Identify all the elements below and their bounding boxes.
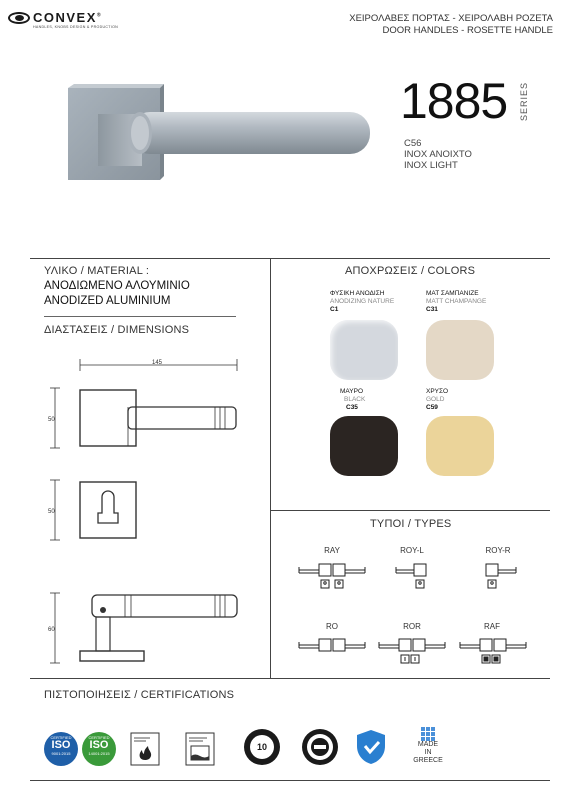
divider-vertical bbox=[270, 258, 271, 678]
iso-14001-top: CERTIFIED bbox=[88, 735, 110, 740]
color-name-en: GOLD bbox=[426, 396, 445, 403]
color-swatch bbox=[426, 320, 494, 380]
material-label: ΥΛΙΚΟ / MATERIAL : bbox=[44, 265, 150, 277]
color-item-c1 bbox=[330, 290, 398, 380]
divider-top bbox=[30, 258, 550, 259]
iso-9001-num: 9001:2015 bbox=[51, 751, 71, 756]
color-swatch bbox=[330, 416, 398, 476]
color-swatch bbox=[426, 416, 494, 476]
divider-bottom bbox=[30, 678, 550, 679]
dim-width: 145 bbox=[152, 360, 163, 366]
series-word: SERIES bbox=[519, 82, 529, 122]
brand-tagline: HANDLES, KNOBS DESIGN & PRODUCTION bbox=[33, 25, 119, 29]
color-name-gr: ΦΥΣΙΚΗ ΑΝΟΔΙΣΗ bbox=[330, 290, 385, 297]
type-label-ray: RAY bbox=[324, 546, 340, 555]
color-name-en: MATT CHAMPANGE bbox=[426, 298, 487, 305]
svg-text:10: 10 bbox=[256, 742, 268, 752]
color-item-c35 bbox=[330, 388, 398, 476]
color-swatch bbox=[330, 320, 398, 380]
iso-9001-top: CERTIFIED bbox=[50, 735, 72, 740]
type-roy-r-icon bbox=[480, 560, 524, 596]
divider-colors-types bbox=[271, 510, 550, 511]
type-label-raf: RAF bbox=[484, 622, 500, 631]
brand-logo bbox=[8, 8, 138, 32]
type-ray-icon bbox=[295, 560, 375, 596]
material-value-gr: ΑΝΟΔΙΩΜΕΝΟ ΑΛΟΥΜΙΝΙΟ bbox=[44, 280, 190, 292]
type-label-roy-l: ROY-L bbox=[400, 546, 424, 555]
divider-footer bbox=[30, 780, 550, 781]
divider-material bbox=[44, 316, 236, 317]
color-code: C35 bbox=[346, 404, 358, 411]
brand-mark-icon bbox=[8, 12, 30, 24]
dim-height-front: 50 bbox=[48, 417, 55, 423]
color-name-gr: ΧΡΥΣΟ bbox=[426, 388, 449, 395]
iso-9001-main: ISO bbox=[51, 739, 71, 751]
fire-resistance-icon bbox=[130, 732, 160, 766]
dimensions-drawing bbox=[40, 345, 255, 675]
finish-name-en: INOX LIGHT bbox=[404, 160, 458, 171]
color-name-gr: ΜΑΥΡΟ bbox=[340, 388, 363, 395]
ten-year-guarantee-icon bbox=[242, 727, 282, 767]
dimensions-label: ΔΙΑΣΤΑΣΕΙΣ / DIMENSIONS bbox=[44, 324, 190, 336]
series-finish-block bbox=[404, 138, 472, 171]
finish-name-gr: INOX ANOIXTO bbox=[404, 149, 472, 160]
product-handle-image bbox=[60, 80, 390, 210]
material-value-en: ANODIZED ALUMINIUM bbox=[44, 295, 171, 307]
iso-14001-num: 14001:2015 bbox=[88, 751, 110, 756]
type-roy-l-icon bbox=[392, 560, 436, 596]
color-code: C1 bbox=[330, 306, 339, 313]
color-code: C59 bbox=[426, 404, 438, 411]
color-code: C31 bbox=[426, 306, 438, 313]
dim-height-side: 60 bbox=[48, 627, 55, 633]
header-category-en: DOOR HANDLES - ROSETTE HANDLE bbox=[382, 25, 553, 36]
antibacterial-shield-icon bbox=[354, 728, 388, 766]
country-line: GREECE bbox=[413, 757, 443, 764]
corrosion-resistance-icon bbox=[185, 732, 215, 766]
types-label: ΤΥΠΟΙ / TYPES bbox=[370, 518, 452, 530]
made-in-greece-label bbox=[404, 741, 452, 765]
made-line: MADE bbox=[417, 741, 439, 748]
type-raf-icon bbox=[456, 635, 536, 671]
color-name-en: BLACK bbox=[344, 396, 366, 403]
certifications-label: ΠΙΣΤΟΠΟΙΗΣΕΙΣ / CERTIFICATIONS bbox=[44, 689, 235, 701]
color-item-c31 bbox=[426, 290, 494, 380]
series-number: 1885 bbox=[400, 73, 508, 129]
quality-seal-icon bbox=[300, 727, 340, 767]
type-ro-icon bbox=[295, 635, 375, 671]
type-label-ro: RO bbox=[326, 622, 338, 631]
color-name-en: ANODIZING NATURE bbox=[330, 298, 395, 305]
brand-name: CONVEX® bbox=[33, 10, 103, 25]
color-name-gr: ΜΑΤ ΣΑΜΠΑΝΙΖΕ bbox=[426, 290, 479, 297]
header-category-gr: ΧΕΙΡΟΛΑΒΕΣ ΠΟΡΤΑΣ - ΧΕΙΡΟΛΑΒΗ ΡΟΖΕΤΑ bbox=[349, 13, 553, 24]
type-label-ror: ROR bbox=[403, 622, 421, 631]
iso-9001-badge bbox=[44, 732, 78, 766]
greece-flag-grid-icon bbox=[421, 727, 435, 741]
iso-14001-badge bbox=[82, 732, 116, 766]
dim-height-rosette: 50 bbox=[48, 509, 55, 515]
finish-code: C56 bbox=[404, 138, 422, 149]
iso-14001-main: ISO bbox=[89, 739, 109, 751]
in-line: IN bbox=[424, 749, 432, 756]
colors-label: ΑΠΟΧΡΩΣΕΙΣ / COLORS bbox=[345, 265, 476, 277]
type-label-roy-r: ROY-R bbox=[485, 546, 511, 555]
type-ror-icon bbox=[375, 635, 455, 671]
color-item-c59 bbox=[426, 388, 494, 476]
